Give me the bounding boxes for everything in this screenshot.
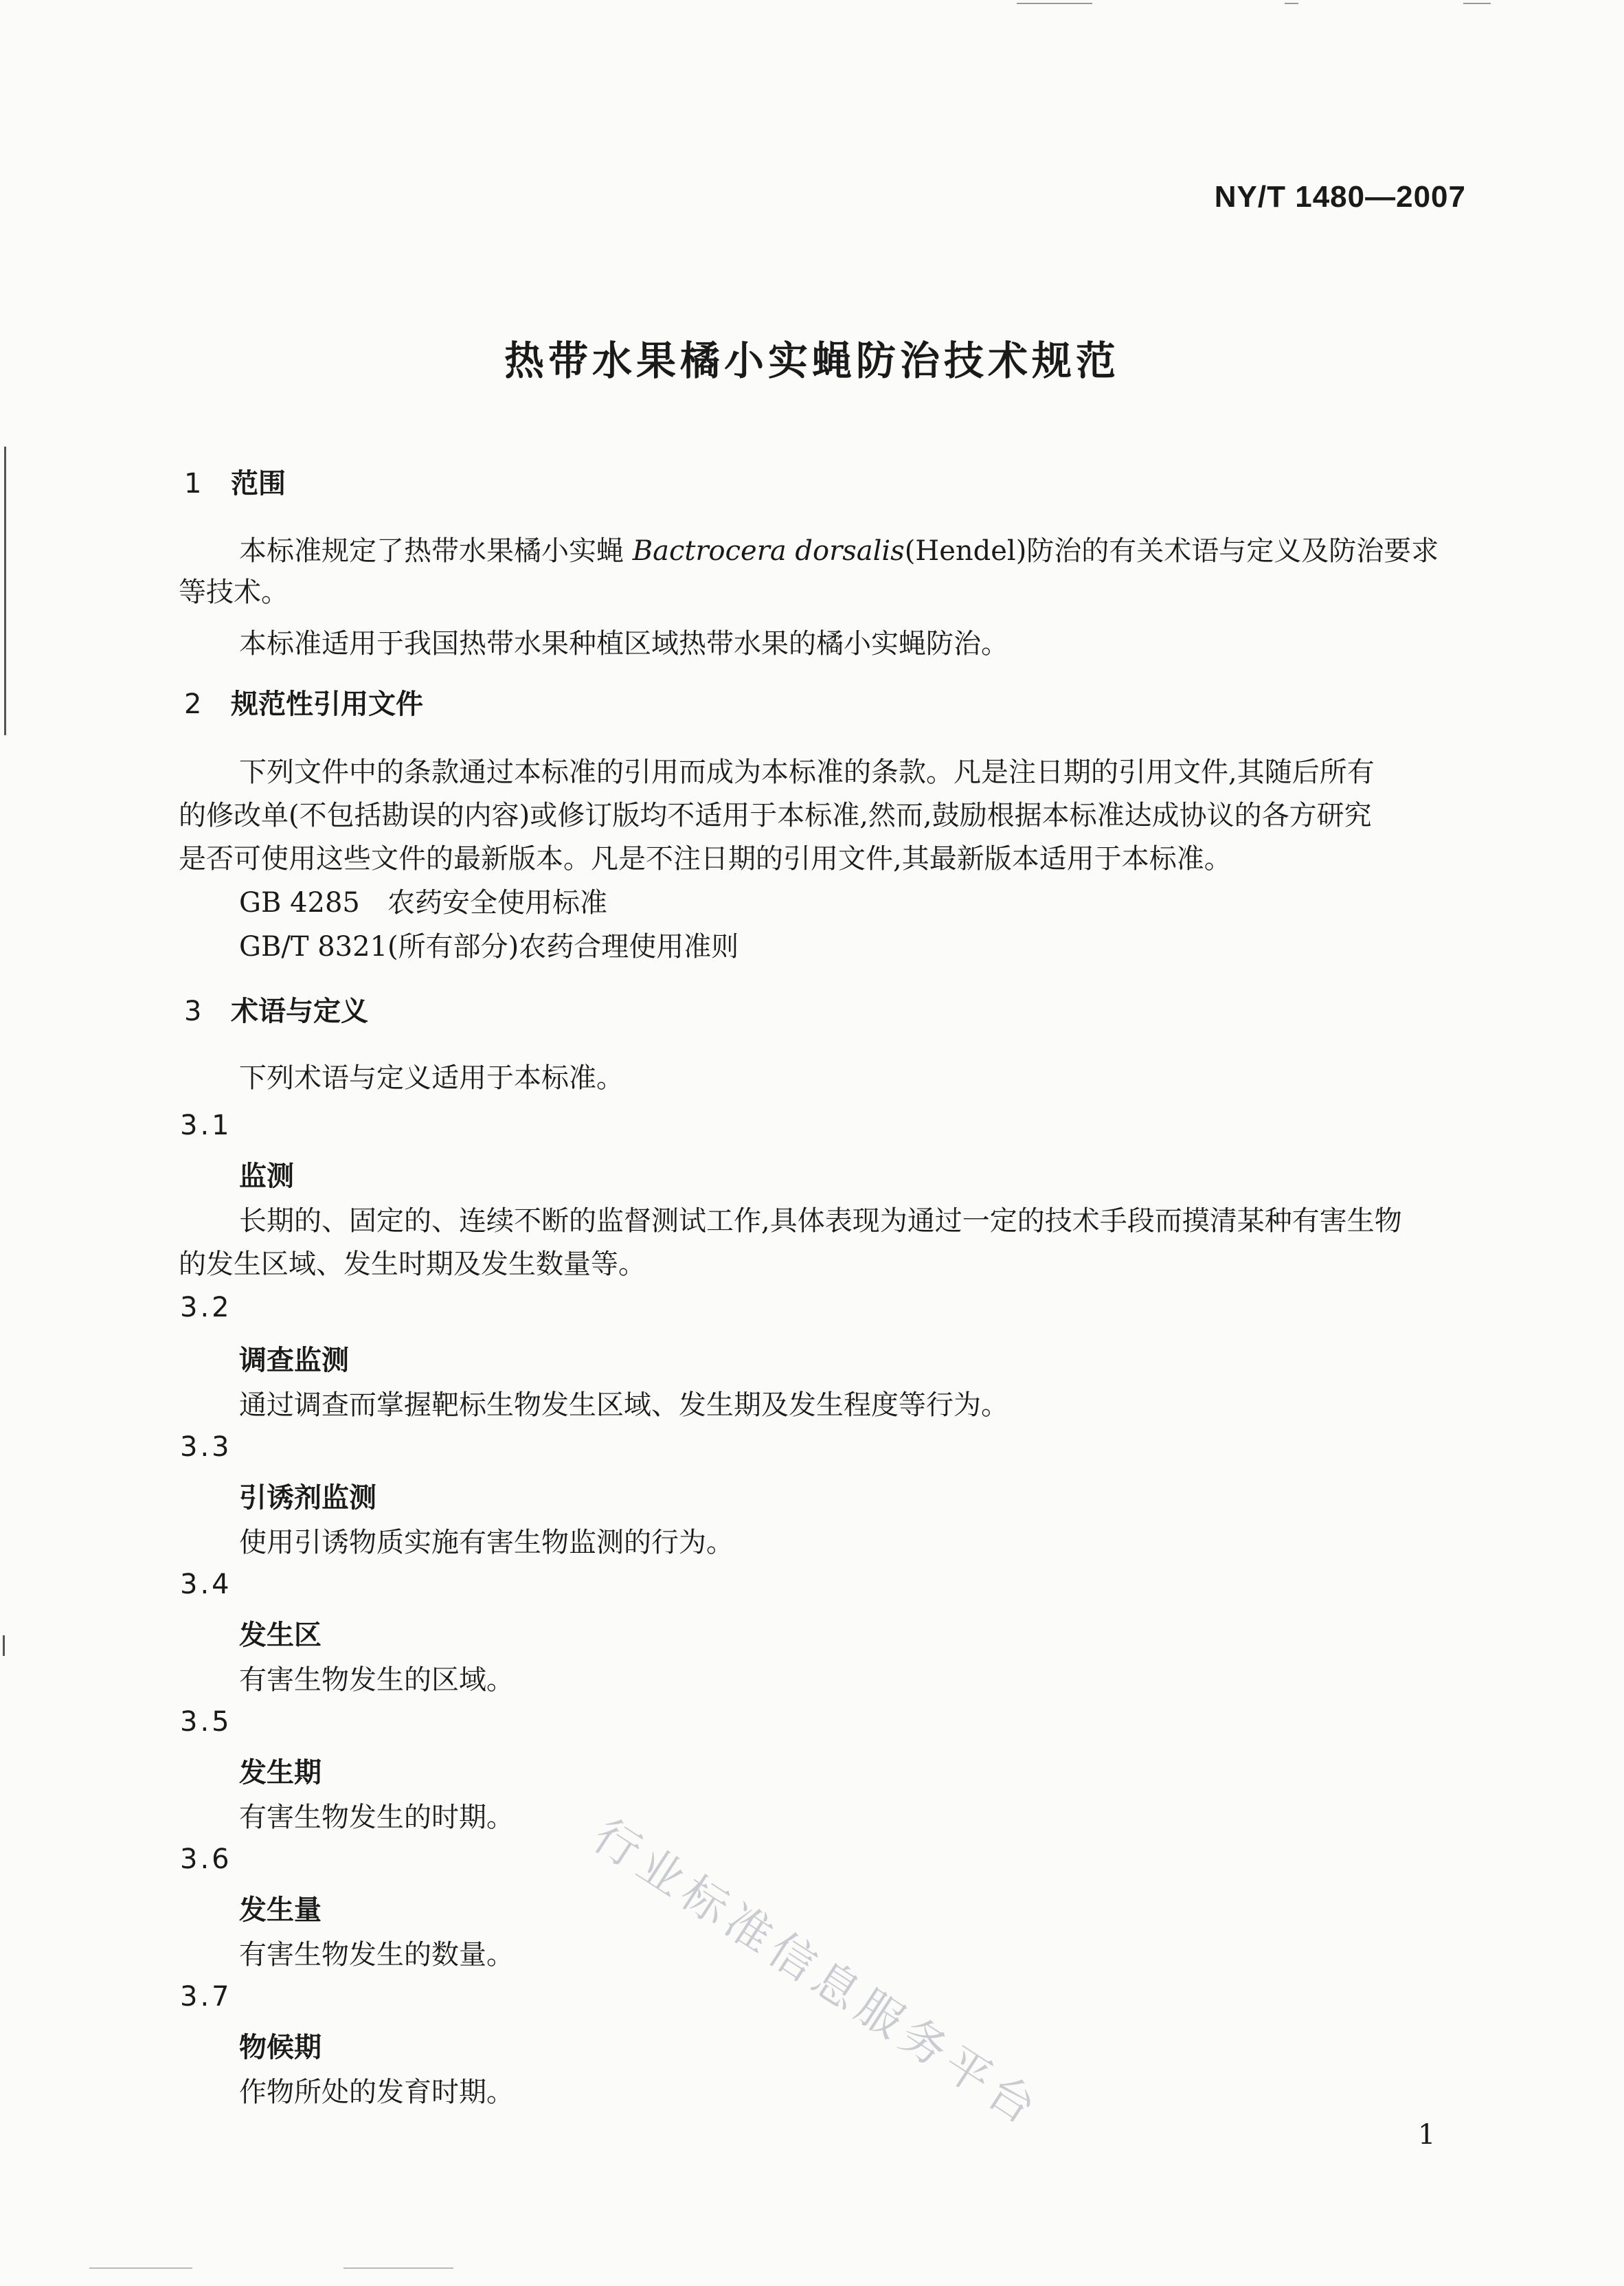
document-title: 热带水果橘小实蝇防治技术规范 (504, 337, 1120, 384)
text-run: 本标准规定了热带水果橘小实蝇 (239, 535, 633, 567)
term-number: 3.4 (180, 1569, 232, 1600)
reference-code: GB 4285 (239, 887, 360, 919)
term-definition: 使用引诱物质实施有害生物监测的行为。 (239, 1527, 734, 1558)
term-number: 3.2 (180, 1292, 232, 1323)
term-definition: 有害生物发生的区域。 (239, 1664, 514, 1696)
term-number: 3.5 (180, 1706, 232, 1738)
species-name: Bactrocera dorsalis (632, 535, 905, 567)
term-definition: 作物所处的发育时期。 (239, 2076, 514, 2108)
scan-mark (1285, 3, 1298, 4)
term-definition: 有害生物发生的时期。 (239, 1802, 514, 1833)
section-number: 3 (184, 996, 202, 1027)
term-number: 3.6 (180, 1844, 232, 1875)
section-title: 规范性引用文件 (231, 688, 423, 720)
section-heading-scope (184, 462, 286, 501)
section-title: 术语与定义 (231, 996, 368, 1027)
scan-mark (89, 2267, 192, 2269)
term-number: 3.1 (180, 1110, 232, 1141)
scan-mark (1463, 3, 1491, 4)
term-number: 3.7 (180, 1981, 232, 2013)
term-number: 3.3 (180, 1431, 232, 1463)
paragraph: 下列术语与定义适用于本标准。 (239, 1062, 624, 1094)
reference-item (239, 925, 738, 964)
term-name: 物候期 (239, 2032, 322, 2063)
standard-code: NY/T 1480—2007 (1214, 180, 1466, 214)
term-name: 引诱剂监测 (239, 1482, 376, 1514)
paragraph-line: 的修改单(不包括勘误的内容)或修订版均不适用于本标准,然而,鼓励根据本标准达成协议的各方研究 (179, 800, 1372, 831)
scan-margin-line (3, 1635, 5, 1656)
term-definition: 长期的、固定的、连续不断的监督测试工作,具体表现为通过一定的技术手段而摸清某种有害生物 (239, 1205, 1402, 1237)
term-name: 调查监测 (239, 1345, 349, 1376)
term-name: 监测 (239, 1161, 294, 1192)
term-name: 发生期 (239, 1757, 322, 1789)
paragraph-continuation: 等技术。 (179, 576, 289, 608)
reference-item (239, 881, 607, 920)
paragraph: 本标准适用于我国热带水果种植区域热带水果的橘小实蝇防治。 (239, 628, 1008, 660)
section-heading-terms (184, 989, 368, 1029)
scan-mark (1017, 3, 1092, 4)
text-run: (Hendel)防治的有关术语与定义及防治要求 (904, 535, 1439, 567)
paragraph (239, 529, 1439, 568)
page-number: 1 (1418, 2119, 1436, 2151)
paragraph-line: 是否可使用这些文件的最新版本。凡是不注日期的引用文件,其最新版本适用于本标准。 (179, 843, 1232, 875)
term-definition-continuation: 的发生区域、发生时期及发生数量等。 (179, 1248, 646, 1280)
term-name: 发生区 (239, 1620, 322, 1651)
term-definition: 通过调查而掌握靶标生物发生区域、发生期及发生程度等行为。 (239, 1389, 1008, 1421)
section-number: 2 (184, 688, 202, 720)
reference-code: GB/T 8321 (239, 931, 388, 963)
term-definition: 有害生物发生的数量。 (239, 1939, 514, 1971)
term-name: 发生量 (239, 1894, 322, 1926)
reference-title: (所有部分)农药合理使用准则 (387, 931, 739, 963)
paragraph-line: 下列文件中的条款通过本标准的引用而成为本标准的条款。凡是注日期的引用文件,其随后所有 (239, 757, 1375, 788)
watermark: 行业标准信息服务平台 (583, 1808, 1051, 2138)
section-heading-normative-references (184, 682, 423, 721)
scan-margin-line (4, 447, 6, 735)
section-title: 范围 (231, 468, 286, 500)
scan-mark (343, 2267, 453, 2269)
section-number: 1 (184, 468, 202, 500)
reference-title: 农药安全使用标准 (387, 887, 607, 919)
